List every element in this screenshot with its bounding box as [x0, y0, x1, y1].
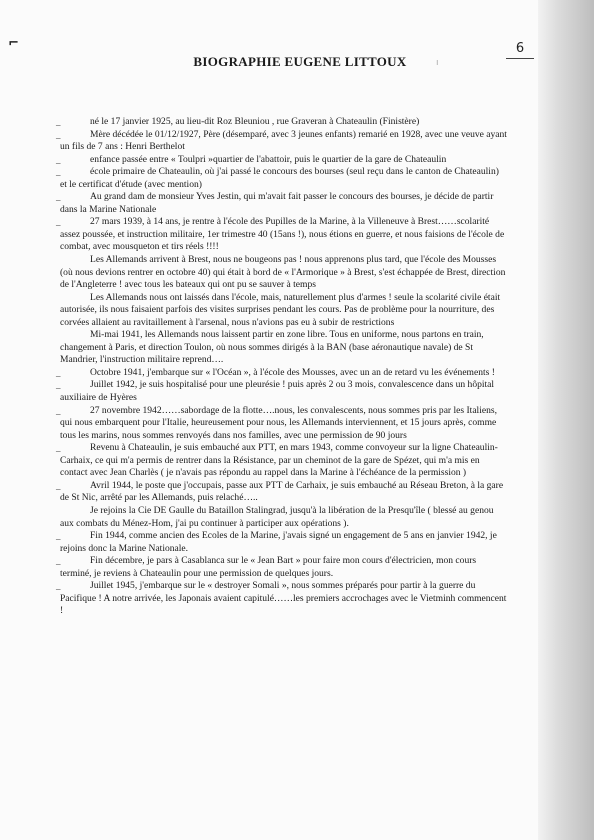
paragraph-text: Juillet 1945, j'embarque sur le « destroyer Somali », nous sommes préparés pour partir à la guerre du Pacifique ! A notre arrivée, les Japonais avaient capitulé……les premiers accrochages avec le Vietminh commencent ! — [60, 580, 507, 617]
margin-dash: _ — [56, 129, 61, 140]
paragraph — [56, 128, 508, 154]
paragraph-text: Les Allemands arrivent à Brest, nous ne bougeons pas ! nous apprenons plus tard, que l'école des Mousses (où nous devions rentrer en octobre 40) qui était à bord de « l'Armorique » à Brest, s'est échappée de Brest, direction de l'Angleterre ! avec tous les bateaux qui ont pu se sauver à temps — [60, 254, 506, 291]
biography-body — [56, 116, 508, 618]
paragraph — [56, 366, 508, 380]
staple-mark-icon: ⌐ — [8, 36, 19, 51]
margin-dash: _ — [56, 556, 61, 567]
margin-dash: _ — [56, 480, 61, 491]
margin-dash: _ — [56, 380, 61, 391]
paragraph — [60, 329, 508, 367]
paragraph — [60, 254, 508, 292]
paragraph-text: Mère décédée le 01/12/1927, Père (désemparé, avec 3 jeunes enfants) remarié en 1928, avec une veuve ayant un fils de 7 ans : Henri Berthelot — [60, 128, 507, 153]
paragraph-text: Octobre 1941, j'embarque sur « l'Océan », à l'école des Mousses, avec un an de retard vu les événements ! — [90, 366, 495, 378]
margin-dash: _ — [56, 154, 61, 165]
paragraph-text: Fin 1944, comme ancien des Ecoles de la Marine, j'avais signé un engagement de 5 ans en janvier 1942, je rejoins donc la Marine Nationale. — [60, 530, 497, 554]
paragraph-text: 27 novembre 1942……sabordage de la flotte….nous, les convalescents, nous sommes pris par les Italiens, qui nous embarquent pour l'Italie, heureusement pour nous, les Allemands interviennent, et 15 jours après, comme tous les marins, nous sommes renvoyés dans nos familles, avec une permission de 90 jours — [60, 404, 497, 441]
paragraph — [56, 216, 508, 254]
paragraph — [56, 166, 508, 191]
paragraph-text: Mi-mai 1941, les Allemands nous laissent partir en zone libre. Tous en uniforme, nous partons en train, changement à Paris, et direction Toulon, où nous sommes dirigés à la BAN (base aéronautique navale) de St Mandrier, l'instruction militaire reprend…. — [60, 329, 484, 366]
paragraph — [56, 555, 508, 580]
paragraph-text: Je rejoins la Cie DE Gaulle du Bataillon Stalingrad, jusqu'à la libération de la Presqu'île ( blessé au genou aux combats du Ménez-Hom, j'ai pu continuer à participer aux opérations ). — [60, 504, 494, 529]
paragraph — [56, 191, 508, 216]
margin-dash: _ — [56, 117, 61, 127]
margin-dash: _ — [56, 581, 61, 592]
pencil-mark: ı — [436, 58, 439, 68]
paragraph — [60, 292, 508, 330]
page-edge-shadow — [538, 0, 594, 840]
paragraph-text: 27 mars 1939, à 14 ans, je rentre à l'école des Pupilles de la Marine, à la Villeneuve à Brest……scolarité assez poussée, et instruction militaire, 1er trimestre 40 (15ans !), nous étions en guerre, et nous faisions de l'école de combat, avec mousqueton et tirs réels !!!! — [60, 216, 505, 253]
paragraph-text: Les Allemands nous ont laissés dans l'école, mais, naturellement plus d'armes ! seule la scolarité civile était autorisée, ils nous faisaient parfois des visites surprises pendant les cours. Pas de problème pour la nourriture, des corvées allaient au ravitaillement à l'arsenal, nous n'avions pas eu à subir de restrictions — [60, 291, 501, 328]
margin-dash: _ — [56, 167, 61, 178]
page-title: BIOGRAPHIE EUGENE LITTOUX — [193, 54, 407, 69]
margin-dash: _ — [56, 367, 61, 378]
paragraph — [56, 479, 508, 505]
margin-dash: _ — [56, 192, 61, 203]
margin-dash: _ — [56, 217, 61, 228]
paragraph-text: enfance passée entre « Toulpri »quartier de l'abattoir, puis le quartier de la gare de Chateaulin — [90, 153, 447, 165]
margin-dash: _ — [56, 443, 61, 454]
paragraph-text: Avril 1944, le poste que j'occupais, passe aux PTT de Carhaix, je suis embauché au Réseau Breton, à la gare de St Nic, arrêté par les Allemands, puis relaché….. — [60, 479, 504, 504]
paragraph — [56, 153, 508, 167]
paragraph-text: Au grand dam de monsieur Yves Jestin, qui m'avait fait passer le concours des bourses, je décide de partir dans la Marine Nationale — [60, 191, 494, 215]
margin-dash: _ — [56, 405, 61, 416]
paragraph-text: Revenu à Chateaulin, je suis embauché aux PTT, en mars 1943, comme convoyeur sur la ligne Chateaulin-Carhaix, ce qui m'a permis de rentrer dans la Résistance, par un cheminot de la gare de Spézet, qui m'a mis en contact avec Jean Charlès ( je n'avais pas répondu au rappel dans la Marine à l'échéance de la permission ) — [60, 442, 498, 479]
paragraph-text: école primaire de Chateaulin, où j'ai passé le concours des bourses (seul reçu dans le canton de Chateaulin) et le certificat d'étude (avec mention) — [60, 166, 499, 190]
paragraph-text: Juillet 1942, je suis hospitalisé pour une pleurésie ! puis après 2 ou 3 mois, convalescence dans un hôpital auxiliaire de Hyères — [60, 379, 495, 404]
paragraph — [56, 442, 508, 480]
paragraph — [56, 530, 508, 555]
page-number: 6 — [506, 40, 534, 59]
paragraph — [56, 116, 508, 129]
paragraph-text: Fin décembre, je pars à Casablanca sur le « Jean Bart » pour faire mon cours d'électricien, mon cours terminé, je reviens à Chateaulin pour une permission de quelques jours. — [60, 555, 477, 579]
paragraph — [56, 379, 508, 404]
paragraph — [56, 404, 508, 443]
margin-dash: _ — [56, 531, 61, 542]
paragraph — [60, 505, 508, 530]
paragraph — [56, 580, 508, 618]
paragraph-text: né le 17 janvier 1925, au lieu-dit Roz Bleuniou , rue Graveran à Chateaulin (Finistère) — [90, 116, 420, 127]
